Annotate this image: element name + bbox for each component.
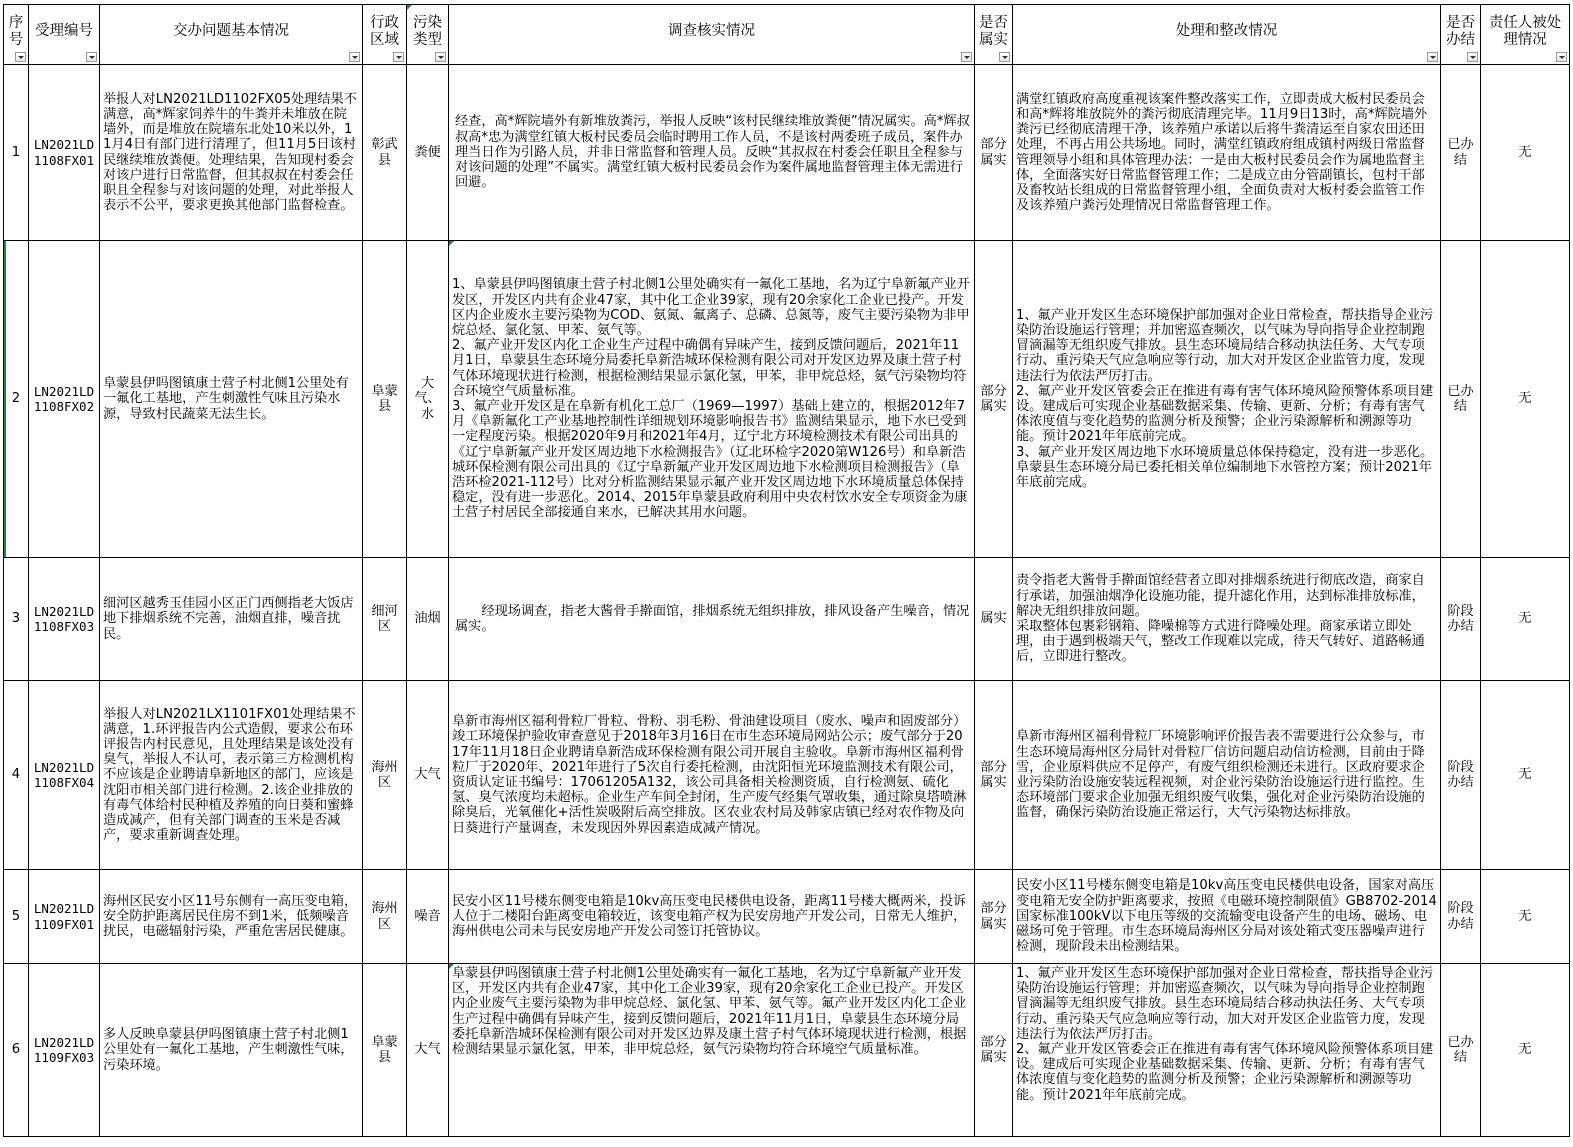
cell-region[interactable]: 阜蒙县 (363, 964, 407, 1137)
cell-seq[interactable]: 2 (4, 241, 29, 558)
cell-responsible[interactable]: 无 (1481, 870, 1570, 964)
filter-dropdown-icon[interactable] (15, 52, 26, 62)
complaint-handling-table (3, 4, 1569, 1137)
cell-verified[interactable]: 部分属实 (975, 65, 1013, 241)
table-row (4, 681, 1570, 870)
cell-closed[interactable]: 阶段办结 (1441, 681, 1481, 870)
cell-verified[interactable]: 部分属实 (975, 870, 1013, 964)
filter-dropdown-icon[interactable] (999, 52, 1010, 62)
cell-investigation[interactable]: 阜蒙县伊吗图镇康土营子村北侧1公里处确实有一氟化工基地，名为辽宁阜新氟产业开发区，开发区内共有企业47家，其中化工企业39家，现有20余家化工企业已投产。开发区内企业废气主要污染物为非甲烷总烃、氯化氢、甲苯、氨气等。氟产业开发区内化工企业生产过程中确偶有异味产生，接到反馈问题后，2021年11月1日，阜蒙县生态环境分局委托阜新浩城环保检测有限公司对开发区边界及康土营子村气体环境现状进行检测，根据检测结果显示氯化氢，甲苯，非甲烷总烃，氨气污染物均符合环境空气质量标准。 (449, 964, 975, 1137)
cell-handling[interactable]: 满堂红镇政府高度重视该案件整改落实工作，立即责成大板村民委员会和高*辉将堆放院外的粪污彻底清理完毕。11月9日13时，高*辉院墙外粪污已经彻底清理干净，该养殖户承诺以后将牛粪清运至自家农田还田处理，不再占用公共场地。同时，满堂红镇政府组成镇村两级日常监督管理领导小组和具体管理办法：一是由大板村民委员会作为属地监督主体，全面落实好日常监督管理工作；二是成立由分管副镇长，包村干部及畜牧站长组成的日常监督管理小组，全面负责对大板村委会监管工作及该养殖户粪污处理情况日常监督管理工作。 (1013, 65, 1441, 241)
filter-dropdown-icon[interactable] (393, 52, 404, 62)
table-row (4, 558, 1570, 681)
header-pollution[interactable]: 污染类型 (407, 5, 449, 65)
cell-verified[interactable]: 部分属实 (975, 241, 1013, 558)
cell-handling[interactable]: 1、氟产业开发区生态环境保护部加强对企业日常检查，帮扶指导企业污染防治设施运行管理；并加密巡查频次，以气味为导向指导企业控制跑冒滴漏等无组织废气排放。县生态环境局结合移动执法任务、大气专项行动、重污染天气应急响应等行动，加大对开发区企业监管力度，发现违法行为依法严厉打击。 2、氟产业开发区管委会正在推进有毒有害气体环境风险预警体系项目建设。建成后可实现企业基础数据采集、传输、更新、分析；有毒有害气体浓度值与变化趋势的监测分析及预警；企业污染源解析和溯源等功能。预计2021年年底前完成。 (1013, 964, 1441, 1137)
header-id[interactable]: 受理编号 (29, 5, 100, 65)
cell-closed[interactable]: 已办结 (1441, 65, 1481, 241)
header-verified[interactable]: 是否属实 (975, 5, 1013, 65)
cell-handling[interactable]: 阜新市海州区福利骨粒厂环境影响评价报告表不需要进行公众参与，市生态环境局海州区分局针对骨粒厂信访问题启动信访检测，目前由于降雪，企业原料供应不足停产，有废气组织检测还未进行。区政府要求企业污染防治设施安装远程视频，对企业污染防治设施运行进行监控。生态环境部门要求企业加强无组织废气收集，强化对企业污染防治设施的监督，确保污染防治设施正常运行，大气污染物达标排放。 (1013, 681, 1441, 870)
cell-closed[interactable]: 已办结 (1441, 241, 1481, 558)
header-seq[interactable]: 序号 (4, 5, 29, 65)
header-investigation[interactable]: 调查核实情况 (449, 5, 975, 65)
filter-dropdown-icon[interactable] (1467, 52, 1478, 62)
cell-seq[interactable]: 1 (4, 65, 29, 241)
cell-id[interactable]: LN2021LD1108FX03 (29, 558, 100, 681)
cell-id[interactable]: LN2021LD1108FX02 (29, 241, 100, 558)
cell-closed[interactable]: 已办结 (1441, 964, 1481, 1137)
cell-responsible[interactable]: 无 (1481, 681, 1570, 870)
cell-seq[interactable]: 6 (4, 964, 29, 1137)
cell-closed[interactable]: 阶段办结 (1441, 558, 1481, 681)
cell-pollution[interactable]: 大气 (407, 964, 449, 1137)
cell-investigation[interactable]: 1、阜蒙县伊吗图镇康土营子村北侧1公里处确实有一氟化工基地，名为辽宁阜新氟产业开发区，开发区内共有企业47家，其中化工企业39家，现有20余家化工企业已投产。开发区内企业废水主要污染物为COD、氨氮、氟离子、总磷、总氮等，废气主要污染物为非甲烷总烃、氯化氢、甲苯、氨气等。 2、氟产业开发区内化工企业生产过程中确偶有异味产生，接到反馈问题后，2021年11月1日，阜蒙县生态环境分局委托阜新浩城环保检测有限公司对开发区边界及康土营子村气体环境现状进行检测，根据检测结果显示氯化氢，甲苯，非甲烷总烃，氨气污染物均符合环境空气质量标准。 3、氟产业开发区是在阜新有机化工总厂（1969—1997）基础上建立的，根据2012年7月《阜新氟化工产业基地控制性详细规划环境影响报告书》监测结果显示，地下水已受到一定程度污染。根据2020年9月和2021年4月，辽宁北方环境检测技术有限公司出具的《辽宁阜新氟产业开发区周边地下水检测报告》（辽北环检字2020第W126号）和阜新浩城环保检测有限公司出具的《辽宁阜新氟产业开发区周边地下水检测项目检测报告》（阜浩环检2021-112号）比对分析监测结果显示氟产业开发区周边地下水环境质量总体保持稳定，没有进一步恶化。2014、2015年阜蒙县政府利用中央农村饮水安全专项资金为康土营子村居民全部接通自来水，已解决其用水问题。 (449, 241, 975, 558)
cell-handling[interactable]: 1、氟产业开发区生态环境保护部加强对企业日常检查，帮扶指导企业污染防治设施运行管理；并加密巡查频次，以气味为导向指导企业控制跑冒滴漏等无组织废气排放。县生态环境局结合移动执法任务、大气专项行动、重污染天气应急响应等行动，加大对开发区企业监管力度，发现违法行为依法严厉打击。 2、氟产业开发区管委会正在推进有毒有害气体环境风险预警体系项目建设。建成后可实现企业基础数据采集、传输、更新、分析；有毒有害气体浓度值与变化趋势的监测分析及预警；企业污染源解析和溯源等功能。预计2021年年底前完成。 3、氟产业开发区周边地下水环境质量总体保持稳定，没有进一步恶化。阜蒙县生态环境分局已委托相关单位编制地下水管控方案；预计2021年年底前完成。 (1013, 241, 1441, 558)
table-row (4, 65, 1570, 241)
filter-dropdown-icon[interactable] (961, 52, 972, 62)
cell-id[interactable]: LN2021LD1108FX04 (29, 681, 100, 870)
cell-problem[interactable]: 举报人对LN2021LD1102FX05处理结果不满意，高*辉家饲养牛的牛粪并未堆放在院墙外，而是堆放在院墙东北处10米以外，11月4日有部门进行清理了，但11月5日该村民继续堆放粪便。处理结果，告知现村委会对该户进行日常监督，但其叔叔在村委会任职且全程参与对该问题的处理，对此举报人表示不公平，要求更换其他部门监督检查。 (100, 65, 363, 241)
filter-dropdown-icon[interactable] (1427, 52, 1438, 62)
cell-pollution[interactable]: 油烟 (407, 558, 449, 681)
cell-responsible[interactable]: 无 (1481, 65, 1570, 241)
cell-responsible[interactable]: 无 (1481, 241, 1570, 558)
header-region[interactable]: 行政区域 (363, 5, 407, 65)
cell-problem[interactable]: 阜蒙县伊吗图镇康土营子村北侧1公里处有一氟化工基地，产生刺激性气味且污染水源，导致村民蔬菜无法生长。 (100, 241, 363, 558)
cell-responsible[interactable]: 无 (1481, 558, 1570, 681)
cell-id[interactable]: LN2021LD1108FX01 (29, 65, 100, 241)
header-problem[interactable]: 交办问题基本情况 (100, 5, 363, 65)
filter-dropdown-icon[interactable] (86, 52, 97, 62)
cell-investigation[interactable]: 民安小区11号楼东侧变电箱是10kv高压变电民楼供电设备，距离11号楼大概两米，投诉人位于二楼阳台距离变电箱较近，该变电箱产权为民安房地产开发公司，日常无人维护，海州供电公司未与民安房地产开发公司签订托管协议。 (449, 870, 975, 964)
table-row (4, 241, 1570, 558)
table-row (4, 870, 1570, 964)
filter-dropdown-icon[interactable] (349, 52, 360, 62)
filter-dropdown-icon[interactable] (1556, 52, 1567, 62)
header-row (4, 5, 1570, 65)
cell-id[interactable]: LN2021LD1109FX03 (29, 964, 100, 1137)
cell-region[interactable]: 海州区 (363, 681, 407, 870)
cell-investigation[interactable]: 经现场调查，指老大酱骨手擀面馆，排烟系统无组织排放，排风设备产生噪音，情况属实。 (449, 558, 975, 681)
cell-responsible[interactable]: 无 (1481, 964, 1570, 1137)
cell-pollution[interactable]: 大气、水 (407, 241, 449, 558)
cell-verified[interactable]: 部分属实 (975, 964, 1013, 1137)
cell-problem[interactable]: 海州区民安小区11号东侧有一高压变电箱，安全防护距离居民住房不到1米，低频噪音扰民，电磁辐射污染，严重危害居民健康。 (100, 870, 363, 964)
cell-seq[interactable]: 4 (4, 681, 29, 870)
cell-seq[interactable]: 5 (4, 870, 29, 964)
cell-id[interactable]: LN2021LD1109FX01 (29, 870, 100, 964)
header-handling[interactable]: 处理和整改情况 (1013, 5, 1441, 65)
cell-pollution[interactable]: 噪音 (407, 870, 449, 964)
cell-region[interactable]: 阜蒙县 (363, 241, 407, 558)
cell-pollution[interactable]: 粪便 (407, 65, 449, 241)
table-row (4, 964, 1570, 1137)
cell-handling[interactable]: 民安小区11号楼东侧变电箱是10kv高压变电民楼供电设备，国家对高压变电箱无安全防护距离要求，按照《电磁环境控制限值》GB8702-2014国家标准100kV以下电压等级的交流输变电设备产生的电场、磁场、电磁场可免于管理。市生态环境局海州区分局对该处箱式变压器噪声进行检测，现阶段未出检测结果。 (1013, 870, 1441, 964)
filter-dropdown-icon[interactable] (435, 52, 446, 62)
cell-region[interactable]: 彰武县 (363, 65, 407, 241)
cell-region[interactable]: 细河区 (363, 558, 407, 681)
cell-seq[interactable]: 3 (4, 558, 29, 681)
cell-problem[interactable]: 举报人对LN2021LX1101FX01处理结果不满意，1.环评报告内公式造假，要求公布环评报告内村民意见，且处理结果是该处没有臭气，举报人不认可，表示第三方检测机构不应该是企业聘请阜新地区的部门，应该是沈阳市相关部门进行检测。2.该企业排放的有毒气体给村民种植及养殖的向日葵和蜜蜂造成减产，但有关部门调查的玉米是否减产，要求重新调查处理。 (100, 681, 363, 870)
cell-problem[interactable]: 多人反映阜蒙县伊吗图镇康土营子村北侧1公里处有一氟化工基地，产生刺激性气味，污染环境。 (100, 964, 363, 1137)
cell-handling[interactable]: 责令指老大酱骨手擀面馆经营者立即对排烟系统进行彻底改造，商家自行承诺，加强油烟净化设施功能，提升滤化作用，达到标准排放标准，解决无组织排放问题。 采取整体包裹彩钢箱、降噪棉等方式进行降噪处理。商家承诺立即处理，由于遇到极端天气，整改工作现难以完成，待天气转好、道路畅通后，立即进行整改。 (1013, 558, 1441, 681)
cell-problem[interactable]: 细河区越秀玉佳园小区正门西侧指老大饭店地下排烟系统不完善，油烟直排，噪音扰民。 (100, 558, 363, 681)
cell-verified[interactable]: 部分属实 (975, 681, 1013, 870)
cell-pollution[interactable]: 大气 (407, 681, 449, 870)
cell-region[interactable]: 海州区 (363, 870, 407, 964)
cell-closed[interactable]: 阶段办结 (1441, 870, 1481, 964)
header-responsible[interactable]: 责任人被处理情况 (1481, 5, 1570, 65)
cell-verified[interactable]: 属实 (975, 558, 1013, 681)
cell-investigation[interactable]: 阜新市海州区福利骨粒厂骨粒、骨粉、羽毛粉、骨油建设项目（废水、噪声和固废部分）竣工环境保护验收审查意见于2018年3月16日在市生态环境局网站公示；废气部分于2017年11月18日企业聘请阜新浩成环保检测有限公司开展自主验收。阜新市海州区福利骨粒厂于2020年、2021年进行了5次自行委托检测，由沈阳恒光环境监测技术有限公司，资质认定证书编号：17061205A132，该公司具备相关检测资质，自行检测氨、硫化氢、臭气浓度均未超标。企业生产车间全封闭，生产废气经集气罩收集，通过除臭塔喷淋除臭后，光氧催化+活性炭吸附后高空排放。区农业农村局及韩家店镇已经对农作物及向日葵进行产量调查，未发现因外界因素造成减产情况。 (449, 681, 975, 870)
cell-investigation[interactable]: 经查，高*辉院墙外有新堆放粪污，举报人反映“该村民继续堆放粪便”情况属实。高*辉叔叔高*忠为满堂红镇大板村民委员会临时聘用工作人员，不是该村两委班子成员，案件办理当日作为引路人员，并非日常监督和管理人员。反映“其叔叔在村委会任职且全程参与对该问题的处理”不属实。满堂红镇大板村民委员会作为案件属地监督管理主体无需进行回避。 (449, 65, 975, 241)
header-closed[interactable]: 是否办结 (1441, 5, 1481, 65)
